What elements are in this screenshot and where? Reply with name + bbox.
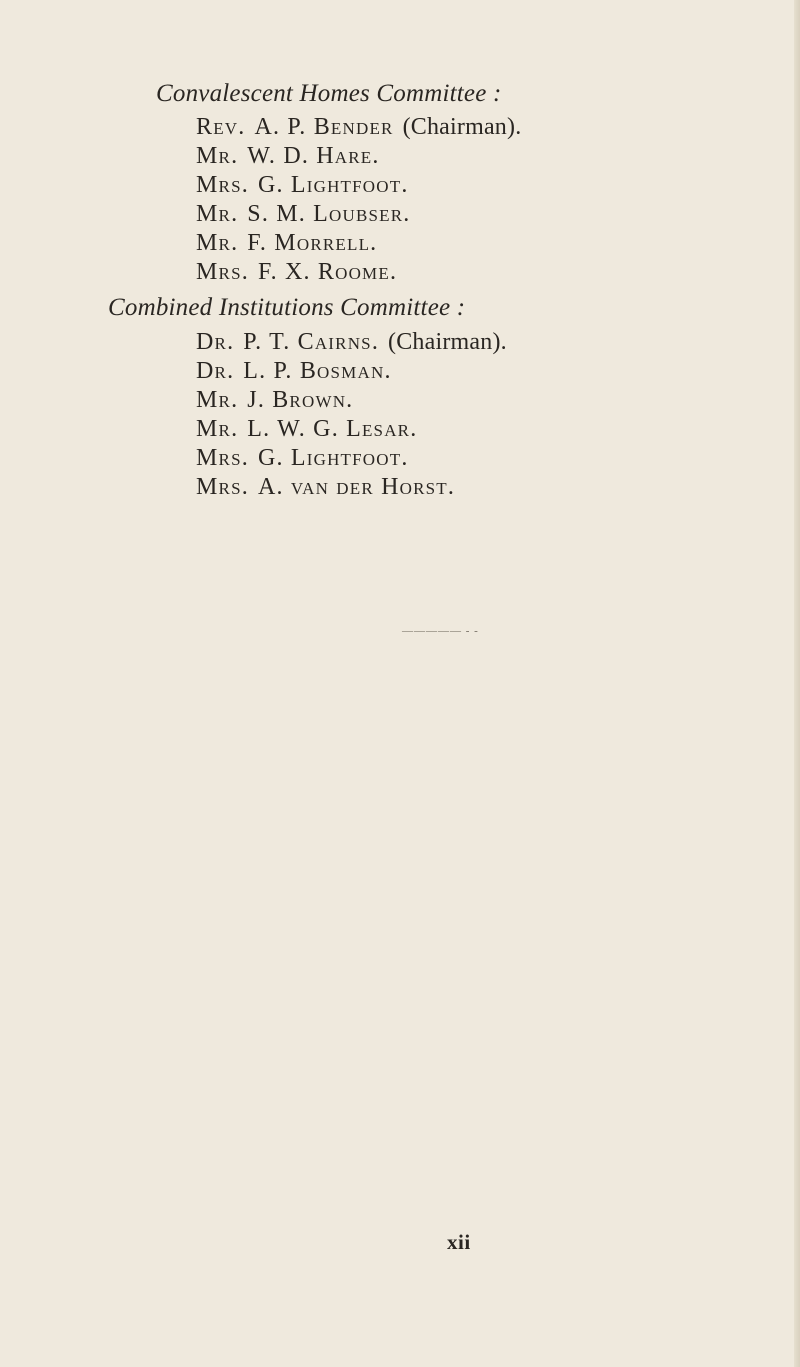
- member-name: S. M. Loubser.: [247, 201, 411, 227]
- member-title: Mr.: [196, 387, 239, 413]
- member-name: A. P. Bender: [254, 114, 394, 140]
- section-heading-convalescent-homes: Convalescent Homes Committee :: [156, 80, 502, 107]
- member-name: L. W. G. Lesar.: [247, 416, 418, 442]
- member-title: Dr.: [196, 358, 235, 384]
- member-name: G. Lightfoot.: [257, 445, 409, 471]
- member-title: Mrs.: [196, 474, 249, 500]
- member-name: W. D. Hare.: [247, 143, 380, 169]
- member-name: G. Lightfoot.: [257, 172, 409, 198]
- member-title: Mrs.: [196, 259, 249, 285]
- page-number: xii: [447, 1230, 471, 1254]
- section-separator: ————— - -: [402, 625, 479, 637]
- member-entry: [196, 357, 507, 386]
- page-edge: [794, 0, 800, 1367]
- member-list-convalescent-homes: [196, 113, 521, 287]
- member-title: Mr.: [196, 143, 239, 169]
- section-heading-combined-institutions: Combined Institutions Committee :: [108, 294, 466, 321]
- member-entry: [196, 229, 521, 258]
- member-title: Rev.: [196, 114, 246, 140]
- member-name: P. T. Cairns.: [243, 329, 380, 355]
- member-title: Dr.: [196, 329, 235, 355]
- member-list-combined-institutions: [196, 328, 507, 502]
- member-name: F. Morrell.: [247, 230, 378, 256]
- member-entry: [196, 142, 521, 171]
- member-name: J. Brown.: [247, 387, 354, 413]
- member-name: L. P. Bosman.: [243, 358, 392, 384]
- member-entry: [196, 328, 507, 357]
- member-entry: [196, 386, 507, 415]
- member-title: Mr.: [196, 201, 239, 227]
- member-name: A. van der Horst.: [257, 474, 456, 500]
- member-entry: [196, 171, 521, 200]
- member-title: Mr.: [196, 230, 239, 256]
- member-entry: [196, 444, 507, 473]
- member-name: F. X. Roome.: [257, 259, 398, 285]
- member-role: (Chairman).: [388, 329, 507, 355]
- member-entry: [196, 415, 507, 444]
- member-title: Mr.: [196, 416, 239, 442]
- member-title: Mrs.: [196, 445, 249, 471]
- member-entry: [196, 473, 507, 502]
- member-entry: [196, 258, 521, 287]
- member-entry: [196, 113, 521, 142]
- member-title: Mrs.: [196, 172, 249, 198]
- member-entry: [196, 200, 521, 229]
- member-role: (Chairman).: [402, 114, 522, 140]
